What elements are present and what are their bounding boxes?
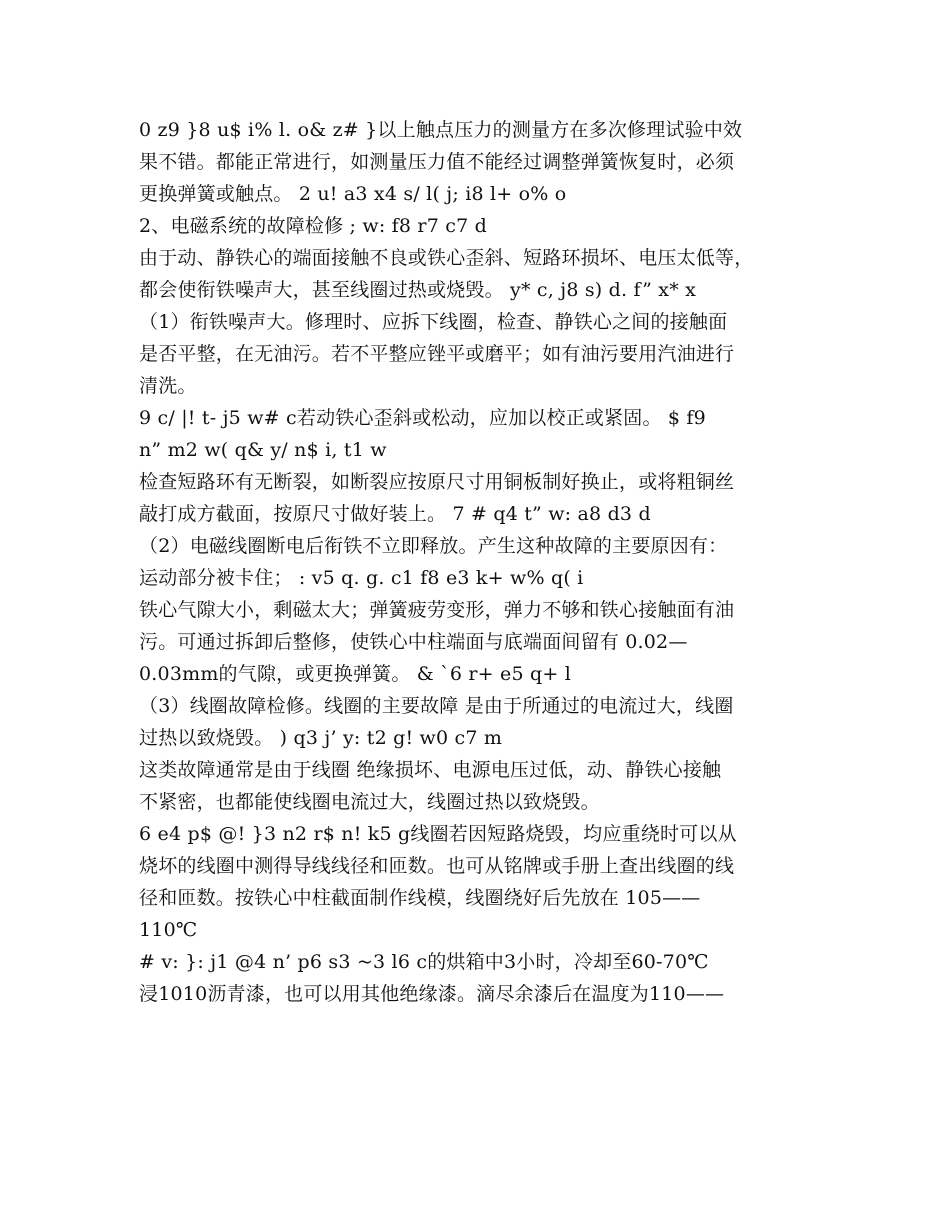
text-line-23: 6 e4 p$ @! }3 n2 r$ n! k5 g线圈若因短路烧毁，均应重绕时可以从 [139, 823, 737, 845]
text-line-24: 烧坏的线圈中测得导线线径和匝数。也可从铭牌或手册上查出线圈的线 [139, 855, 735, 877]
text-line-13: 敲打成方截面，按原尺寸做好装上。 7 # q4 t” w: a8 d3 d [139, 503, 651, 525]
text-line-19: （3）线圈故障检修。线圈的主要故障 是由于所通过的电流过大，线圈 [139, 695, 734, 717]
text-line-6: 都会使衔铁噪声大，甚至线圈过热或烧毁。 y* c, j8 s) d. f” x* x [139, 279, 697, 301]
text-line-7: （1）衔铁噪声大。修理时、应拆下线圈，检查、静铁心之间的接触面 [139, 311, 728, 333]
text-line-27: # v: }: j1 @4 n’ p6 s3 ~3 l6 c的烘箱中3小时，冷却至60-70℃ [139, 951, 709, 973]
text-line-26: 110℃ [139, 919, 198, 941]
text-line-18: 0.03mm的气隙，或更换弹簧。 & `6 r+ e5 q+ l [139, 663, 571, 685]
text-line-21: 这类故障通常是由于线圈 绝缘损坏、电源电压过低，动、静铁心接触 [139, 759, 722, 781]
text-line-5: 由于动、静铁心的端面接触不良或铁心歪斜、短路环损坏、电压太低等， [139, 247, 754, 269]
text-line-2: 果不错。都能正常进行，如测量压力值不能经过调整弹簧恢复时，必须 [139, 151, 735, 173]
document-page [139, 114, 819, 1010]
text-line-17: 污。可通过拆卸后整修，使铁心中柱端面与底端面间留有 0.02— [139, 631, 688, 653]
text-line-15: 运动部分被卡住； : v5 q. g. c1 f8 e3 k+ w% q( i [139, 567, 584, 589]
text-line-10: 9 c/ |! t- j5 w# c若动铁心歪斜或松动，应加以校正或紧固。 $ f9 [139, 407, 706, 429]
text-line-14: （2）电磁线圈断电后衔铁不立即释放。产生这种故障的主要原因有： [139, 535, 728, 557]
text-line-1: 0 z9 }8 u$ i% l. o& z# }以上触点压力的测量方在多次修理试验中效 [139, 119, 743, 141]
text-line-20: 过热以致烧毁。 ) q3 j’ y: t2 g! w0 c7 m [139, 727, 503, 749]
text-line-3: 更换弹簧或触点。 2 u! a3 x4 s/ l( j; i8 l+ o% o [139, 183, 567, 205]
text-line-11: n” m2 w( q& y/ n$ i, t1 w [139, 439, 387, 461]
text-line-25: 径和匝数。按铁心中柱截面制作线模，线圈绕好后先放在 105—— [139, 887, 701, 909]
text-line-22: 不紧密，也都能使线圈电流过大，线圈过热以致烧毁。 [139, 791, 600, 813]
text-line-9: 清洗。 [139, 375, 197, 397]
text-line-12: 检查短路环有无断裂，如断裂应按原尺寸用铜板制好换止，或将粗铜丝 [139, 471, 735, 493]
text-line-28: 浸1010沥青漆，也可以用其他绝缘漆。滴尽余漆后在温度为110—— [139, 983, 725, 1005]
section-heading: 2、电磁系统的故障检修 ; w: f8 r7 c7 d [139, 215, 487, 237]
text-line-8: 是否平整，在无油污。若不平整应锉平或磨平；如有油污要用汽油进行 [139, 343, 735, 365]
text-line-16: 铁心气隙大小，剩磁太大；弹簧疲劳变形，弹力不够和铁心接触面有油 [139, 599, 735, 621]
